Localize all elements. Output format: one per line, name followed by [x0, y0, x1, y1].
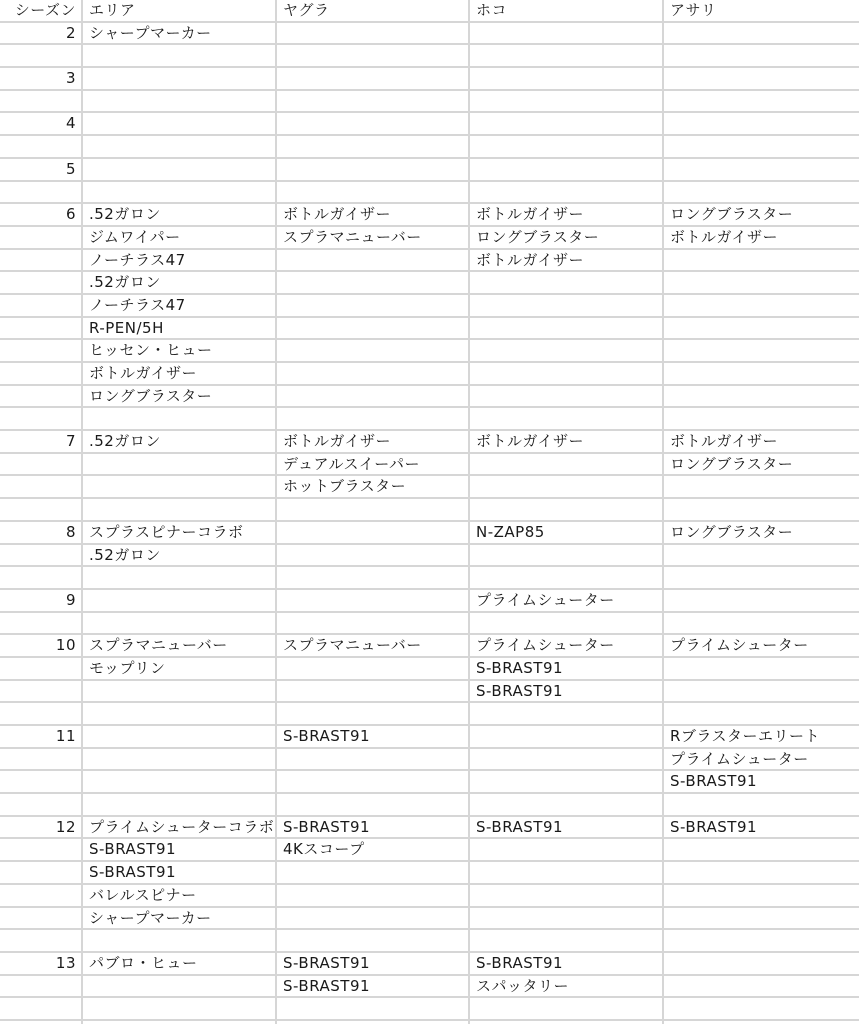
cell-area[interactable] [83, 930, 277, 951]
cell-season[interactable]: 6 [0, 204, 83, 225]
cell-asari[interactable] [664, 45, 859, 66]
cell-yagura[interactable] [277, 408, 470, 429]
cell-asari[interactable] [664, 862, 859, 883]
cell-asari[interactable]: ロングブラスター [670, 205, 794, 224]
table-row [0, 862, 859, 885]
cell-area[interactable]: .52ガロン [83, 545, 277, 566]
table-row [0, 545, 859, 568]
cell-area[interactable] [83, 408, 277, 429]
cell-yagura[interactable] [277, 136, 470, 157]
cell-asari[interactable] [664, 794, 859, 815]
table-row [0, 998, 859, 1021]
cell-area[interactable]: ノーチラス47 [83, 295, 277, 316]
cell-hoko[interactable] [470, 908, 664, 929]
cell-season[interactable] [0, 295, 83, 316]
cell-asari[interactable] [664, 136, 859, 157]
cell-hoko[interactable]: S-BRAST91 [470, 658, 664, 679]
cell-asari[interactable]: S-BRAST91 [670, 817, 758, 836]
cell-area[interactable] [83, 136, 277, 157]
cell-asari[interactable] [664, 681, 859, 702]
table-row [0, 182, 859, 205]
cell-yagura[interactable] [277, 522, 470, 543]
cell-yagura[interactable]: S-BRAST91 [277, 976, 470, 997]
cell-season[interactable]: 2 [0, 23, 83, 44]
cell-hoko[interactable] [470, 726, 664, 747]
table-row [0, 635, 859, 658]
table-row [0, 499, 859, 522]
table-row [0, 522, 859, 545]
cell-yagura[interactable] [277, 45, 470, 66]
cell-yagura[interactable] [277, 363, 470, 384]
table-row [0, 908, 859, 931]
cell-hoko[interactable] [470, 613, 664, 634]
cell-season[interactable] [0, 567, 83, 588]
cell-season[interactable] [0, 272, 83, 293]
table-row [0, 658, 859, 681]
cell-area[interactable]: ノーチラス47 [83, 250, 277, 271]
cell-hoko[interactable] [470, 839, 664, 860]
cell-area[interactable] [83, 91, 277, 112]
cell-yagura[interactable] [277, 794, 470, 815]
table-row [0, 91, 859, 114]
cell-asari[interactable] [664, 703, 859, 724]
cell-area[interactable]: ヒッセン・ヒュー [83, 340, 277, 361]
table-row [0, 113, 859, 136]
cell-yagura[interactable]: S-BRAST91 [277, 817, 470, 838]
cell-asari[interactable] [664, 159, 859, 180]
cell-asari[interactable]: プライムシューター [670, 636, 809, 655]
table-row [0, 953, 859, 976]
cell-area[interactable] [83, 998, 277, 1019]
cell-area[interactable] [83, 159, 277, 180]
cell-hoko[interactable] [470, 476, 664, 497]
cell-yagura[interactable]: S-BRAST91 [277, 726, 470, 747]
cell-season[interactable]: 8 [0, 522, 83, 543]
cell-hoko[interactable] [470, 272, 664, 293]
cell-asari[interactable] [664, 386, 859, 407]
cell-hoko[interactable] [470, 567, 664, 588]
cell-yagura[interactable] [277, 908, 470, 929]
cell-asari[interactable] [664, 363, 859, 384]
cell-season[interactable] [0, 658, 83, 679]
cell-yagura[interactable]: ボトルガイザー [277, 204, 470, 225]
cell-area[interactable]: モップリン [83, 658, 277, 679]
cell-area[interactable] [83, 681, 277, 702]
cell-yagura[interactable] [277, 998, 470, 1019]
cell-hoko[interactable]: ボトルガイザー [470, 250, 664, 271]
header-area[interactable]: エリア [83, 0, 277, 21]
cell-season[interactable] [0, 885, 83, 906]
table-row [0, 567, 859, 590]
cell-season[interactable] [0, 862, 83, 883]
table-row [0, 726, 859, 749]
cell-yagura[interactable] [277, 250, 470, 271]
cell-season[interactable] [0, 749, 83, 770]
cell-area[interactable]: プライムシューターコラボ [83, 817, 277, 838]
cell-asari[interactable]: ボトルガイザー [670, 227, 779, 246]
cell-hoko[interactable] [470, 794, 664, 815]
table-row [0, 45, 859, 68]
cell-yagura[interactable] [277, 68, 470, 89]
cell-asari[interactable] [664, 499, 859, 520]
cell-asari[interactable] [664, 658, 859, 679]
table-row [0, 159, 859, 182]
cell-asari[interactable]: Rブラスターエリート [670, 727, 820, 745]
cell-area[interactable]: .52ガロン [83, 272, 277, 293]
cell-yagura[interactable] [277, 681, 470, 702]
cell-area[interactable] [83, 499, 277, 520]
cell-season[interactable] [0, 250, 83, 271]
table-row [0, 227, 859, 250]
cell-yagura[interactable] [277, 272, 470, 293]
cell-hoko[interactable] [470, 771, 664, 792]
cell-season[interactable]: 11 [0, 726, 83, 747]
cell-season[interactable] [0, 976, 83, 997]
cell-season[interactable]: 3 [0, 68, 83, 89]
table-row [0, 794, 859, 817]
table-body [0, 23, 859, 1024]
cell-area[interactable] [83, 113, 277, 134]
cell-hoko[interactable]: プライムシューター [470, 635, 664, 656]
cell-hoko[interactable] [470, 363, 664, 384]
cell-season[interactable] [0, 771, 83, 792]
cell-yagura[interactable] [277, 703, 470, 724]
cell-hoko[interactable] [470, 862, 664, 883]
table-row [0, 613, 859, 636]
cell-yagura[interactable] [277, 567, 470, 588]
table-row [0, 408, 859, 431]
cell-area[interactable]: R-PEN/5H [83, 318, 277, 339]
cell-area[interactable]: ボトルガイザー [83, 363, 277, 384]
cell-yagura[interactable] [277, 862, 470, 883]
cell-yagura[interactable] [277, 159, 470, 180]
cell-hoko[interactable] [470, 295, 664, 316]
cell-asari[interactable] [664, 23, 859, 44]
cell-hoko[interactable] [470, 454, 664, 475]
cell-season[interactable] [0, 91, 83, 112]
cell-area[interactable] [83, 45, 277, 66]
table-row [0, 68, 859, 91]
cell-season[interactable] [0, 839, 83, 860]
cell-season[interactable] [0, 386, 83, 407]
cell-yagura[interactable]: デュアルスイーパー [277, 454, 470, 475]
cell-area[interactable] [83, 567, 277, 588]
cell-asari[interactable] [664, 295, 859, 316]
table-row [0, 681, 859, 704]
cell-hoko[interactable] [470, 545, 664, 566]
cell-season[interactable] [0, 908, 83, 929]
table-row [0, 272, 859, 295]
cell-asari[interactable] [664, 91, 859, 112]
cell-asari[interactable] [664, 976, 859, 997]
cell-area[interactable]: ロングブラスター [83, 386, 277, 407]
cell-season[interactable]: 4 [0, 113, 83, 134]
cell-yagura[interactable] [277, 885, 470, 906]
cell-season[interactable]: 9 [0, 590, 83, 611]
table-row [0, 476, 859, 499]
cell-asari[interactable] [664, 182, 859, 203]
cell-season[interactable] [0, 476, 83, 497]
cell-area[interactable]: .52ガロン [83, 431, 277, 452]
table-row [0, 771, 859, 794]
cell-area[interactable] [83, 976, 277, 997]
cell-asari[interactable] [664, 839, 859, 860]
cell-area[interactable] [83, 613, 277, 634]
table-row [0, 431, 859, 454]
cell-asari[interactable] [664, 885, 859, 906]
header-row [0, 0, 859, 23]
cell-hoko[interactable] [470, 23, 664, 44]
cell-area[interactable]: S-BRAST91 [83, 839, 277, 860]
cell-season[interactable] [0, 136, 83, 157]
cell-hoko[interactable] [470, 703, 664, 724]
cell-hoko[interactable]: S-BRAST91 [470, 681, 664, 702]
header-season[interactable]: シーズン [0, 0, 83, 21]
cell-asari[interactable] [664, 113, 859, 134]
cell-area[interactable] [83, 590, 277, 611]
cell-asari[interactable] [664, 998, 859, 1019]
cell-season[interactable] [0, 545, 83, 566]
cell-season[interactable] [0, 227, 83, 248]
cell-hoko[interactable] [470, 386, 664, 407]
cell-area[interactable] [83, 703, 277, 724]
cell-yagura[interactable] [277, 91, 470, 112]
cell-area[interactable]: シャープマーカー [83, 23, 277, 44]
cell-hoko[interactable]: ボトルガイザー [470, 431, 664, 452]
cell-area[interactable] [83, 749, 277, 770]
cell-area[interactable] [83, 771, 277, 792]
cell-season[interactable] [0, 318, 83, 339]
table-row [0, 454, 859, 477]
cell-hoko[interactable] [470, 159, 664, 180]
cell-asari[interactable]: ロングブラスター [670, 454, 794, 473]
cell-yagura[interactable] [277, 590, 470, 611]
cell-season[interactable] [0, 182, 83, 203]
cell-season[interactable] [0, 998, 83, 1019]
table-row [0, 204, 859, 227]
cell-season[interactable] [0, 408, 83, 429]
cell-asari[interactable] [664, 613, 859, 634]
table-row [0, 749, 859, 772]
cell-season[interactable]: 7 [0, 431, 83, 452]
table-row [0, 340, 859, 363]
cell-yagura[interactable]: 4Kスコープ [277, 839, 470, 860]
cell-area[interactable]: ジムワイパー [83, 227, 277, 248]
cell-hoko[interactable]: プライムシューター [470, 590, 664, 611]
cell-hoko[interactable] [470, 45, 664, 66]
cell-season[interactable]: 12 [0, 817, 83, 838]
header-asari[interactable]: アサリ [670, 1, 717, 19]
cell-area[interactable]: .52ガロン [83, 204, 277, 225]
cell-yagura[interactable]: ホットブラスター [277, 476, 470, 497]
cell-yagura[interactable] [277, 545, 470, 566]
table-row [0, 136, 859, 159]
cell-asari[interactable] [664, 272, 859, 293]
cell-asari[interactable] [664, 250, 859, 271]
cell-hoko[interactable] [470, 885, 664, 906]
cell-area[interactable] [83, 68, 277, 89]
cell-season[interactable] [0, 454, 83, 475]
cell-area[interactable]: シャープマーカー [83, 908, 277, 929]
cell-asari[interactable] [664, 930, 859, 951]
table-row [0, 318, 859, 341]
cell-asari[interactable] [664, 590, 859, 611]
table-row [0, 386, 859, 409]
table-row [0, 23, 859, 46]
cell-asari[interactable]: S-BRAST91 [670, 772, 758, 791]
cell-season[interactable] [0, 703, 83, 724]
cell-season[interactable]: 5 [0, 159, 83, 180]
cell-hoko[interactable] [470, 930, 664, 951]
cell-asari[interactable] [664, 68, 859, 89]
table-row [0, 885, 859, 908]
cell-yagura[interactable] [277, 930, 470, 951]
cell-area[interactable]: S-BRAST91 [83, 862, 277, 883]
cell-yagura[interactable] [277, 658, 470, 679]
cell-yagura[interactable] [277, 295, 470, 316]
cell-hoko[interactable] [470, 749, 664, 770]
cell-yagura[interactable] [277, 386, 470, 407]
cell-area[interactable] [83, 182, 277, 203]
cell-yagura[interactable] [277, 182, 470, 203]
cell-hoko[interactable] [470, 113, 664, 134]
cell-yagura[interactable] [277, 499, 470, 520]
cell-season[interactable] [0, 613, 83, 634]
header-yagura[interactable]: ヤグラ [277, 0, 470, 21]
cell-hoko[interactable] [470, 499, 664, 520]
cell-hoko[interactable]: S-BRAST91 [470, 817, 664, 838]
cell-asari[interactable] [664, 318, 859, 339]
table-row [0, 590, 859, 613]
cell-yagura[interactable]: スプラマニューバー [277, 227, 470, 248]
table-row [0, 703, 859, 726]
cell-asari[interactable] [664, 340, 859, 361]
cell-season[interactable]: 13 [0, 953, 83, 974]
cell-season[interactable] [0, 340, 83, 361]
cell-yagura[interactable] [277, 23, 470, 44]
cell-hoko[interactable] [470, 91, 664, 112]
cell-area[interactable] [83, 794, 277, 815]
cell-hoko[interactable]: S-BRAST91 [470, 953, 664, 974]
cell-hoko[interactable] [470, 182, 664, 203]
cell-yagura[interactable] [277, 771, 470, 792]
cell-hoko[interactable] [470, 318, 664, 339]
table-row [0, 839, 859, 862]
cell-area[interactable]: スプラスピナーコラボ [83, 522, 277, 543]
cell-area[interactable]: バレルスピナー [83, 885, 277, 906]
cell-yagura[interactable] [277, 113, 470, 134]
cell-hoko[interactable]: ロングブラスター [470, 227, 664, 248]
table-row [0, 250, 859, 273]
cell-yagura[interactable]: ボトルガイザー [277, 431, 470, 452]
table-row [0, 817, 859, 840]
cell-hoko[interactable] [470, 408, 664, 429]
cell-season[interactable] [0, 794, 83, 815]
cell-asari[interactable] [664, 545, 859, 566]
cell-area[interactable] [83, 454, 277, 475]
cell-yagura[interactable]: スプラマニューバー [277, 635, 470, 656]
cell-season[interactable]: 10 [0, 635, 83, 656]
cell-hoko[interactable] [470, 998, 664, 1019]
cell-yagura[interactable] [277, 613, 470, 634]
cell-season[interactable] [0, 499, 83, 520]
table-row [0, 295, 859, 318]
cell-asari[interactable] [664, 408, 859, 429]
cell-area[interactable]: スプラマニューバー [83, 635, 277, 656]
cell-yagura[interactable] [277, 340, 470, 361]
cell-hoko[interactable]: ボトルガイザー [470, 204, 664, 225]
cell-hoko[interactable] [470, 68, 664, 89]
cell-season[interactable] [0, 45, 83, 66]
cell-asari[interactable]: プライムシューター [670, 749, 809, 768]
cell-asari[interactable] [664, 476, 859, 497]
cell-asari[interactable]: ロングブラスター [670, 522, 794, 541]
cell-season[interactable] [0, 930, 83, 951]
cell-area[interactable]: パブロ・ヒュー [83, 953, 277, 974]
cell-yagura[interactable] [277, 749, 470, 770]
cell-season[interactable] [0, 363, 83, 384]
cell-hoko[interactable] [470, 136, 664, 157]
cell-area[interactable] [83, 476, 277, 497]
table-row [0, 363, 859, 386]
cell-asari[interactable] [664, 908, 859, 929]
cell-yagura[interactable]: S-BRAST91 [277, 953, 470, 974]
cell-asari[interactable] [664, 567, 859, 588]
table-row [0, 976, 859, 999]
cell-hoko[interactable] [470, 340, 664, 361]
cell-yagura[interactable] [277, 318, 470, 339]
cell-asari[interactable]: ボトルガイザー [670, 432, 779, 451]
cell-area[interactable] [83, 726, 277, 747]
cell-hoko[interactable]: N-ZAP85 [470, 522, 664, 543]
cell-hoko[interactable]: スパッタリー [470, 976, 664, 997]
header-hoko[interactable]: ホコ [470, 0, 664, 21]
cell-season[interactable] [0, 681, 83, 702]
table-row [0, 930, 859, 953]
cell-asari[interactable] [664, 953, 859, 974]
